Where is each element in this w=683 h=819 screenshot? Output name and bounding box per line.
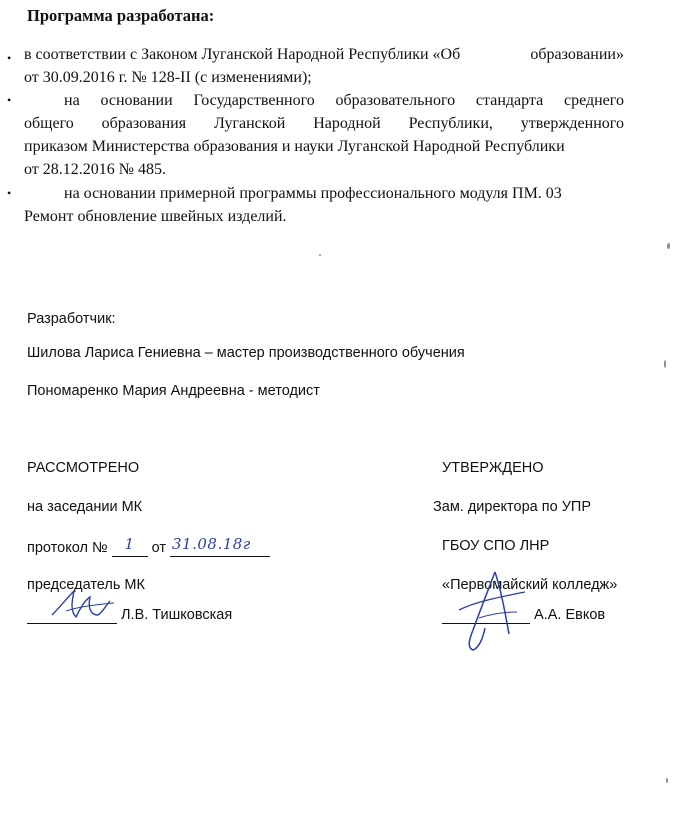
scan-speck [319,254,321,256]
developer-person: Пономаренко Мария Андреевна - методист [27,383,320,399]
right-signature-image [455,568,535,658]
bullet-line: Ремонт обновление швейных изделий. [24,208,287,225]
protocol-number: 1 [124,535,135,553]
bullet-line: от 28.12.2016 № 485. [24,161,167,178]
bullet-dot: • [7,186,12,200]
protocol-date-field [170,535,270,557]
scan-speck [666,778,668,783]
bullet-line: от 30.09.2016 г. № 128-II (с изменениями); [24,69,312,86]
bullet-line: в соответствии с Законом Луганской Народной Республики «Об образовании» [24,46,624,63]
developer-person: Шилова Лариса Гениевна – мастер производственного обучения [27,345,465,361]
bullet-line: общего образования Луганской Народной Республики, утвержденного [24,115,624,132]
document-heading: Программа разработана: [27,6,215,25]
approved-college: «Первомайский колледж» [442,577,618,593]
protocol-line [27,535,270,557]
right-signer-name: А.А. Евков [534,607,606,623]
bullet-line: на основании Государственного образовательного стандарта среднего [64,92,624,109]
protocol-date-prefix: от [151,540,166,556]
bullet-dot: • [7,51,12,65]
reviewed-title: РАССМОТРЕНО [27,460,140,476]
bullet-dot: • [7,93,12,107]
bullet-line: приказом Министерства образования и науки Луганской Народной Республики [24,138,565,155]
scan-speck [667,243,670,249]
approved-position: Зам. директора по УПР [433,499,591,515]
reviewed-meeting: на заседании МК [27,499,143,515]
left-signature-image [48,585,118,625]
scan-speck [664,360,666,368]
approved-org: ГБОУ СПО ЛНР [442,538,550,554]
bullet-line: на основании примерной программы профессионального модуля ПМ. 03 [64,185,562,202]
developer-label: Разработчик: [27,311,116,327]
protocol-prefix: протокол № [27,540,108,556]
protocol-date: 31.08.18г [172,535,251,553]
chair-label: председатель МК [27,577,145,593]
protocol-number-field [112,535,148,557]
left-signer-name: Л.В. Тишковская [121,607,233,623]
approved-title: УТВЕРЖДЕНО [442,460,544,476]
